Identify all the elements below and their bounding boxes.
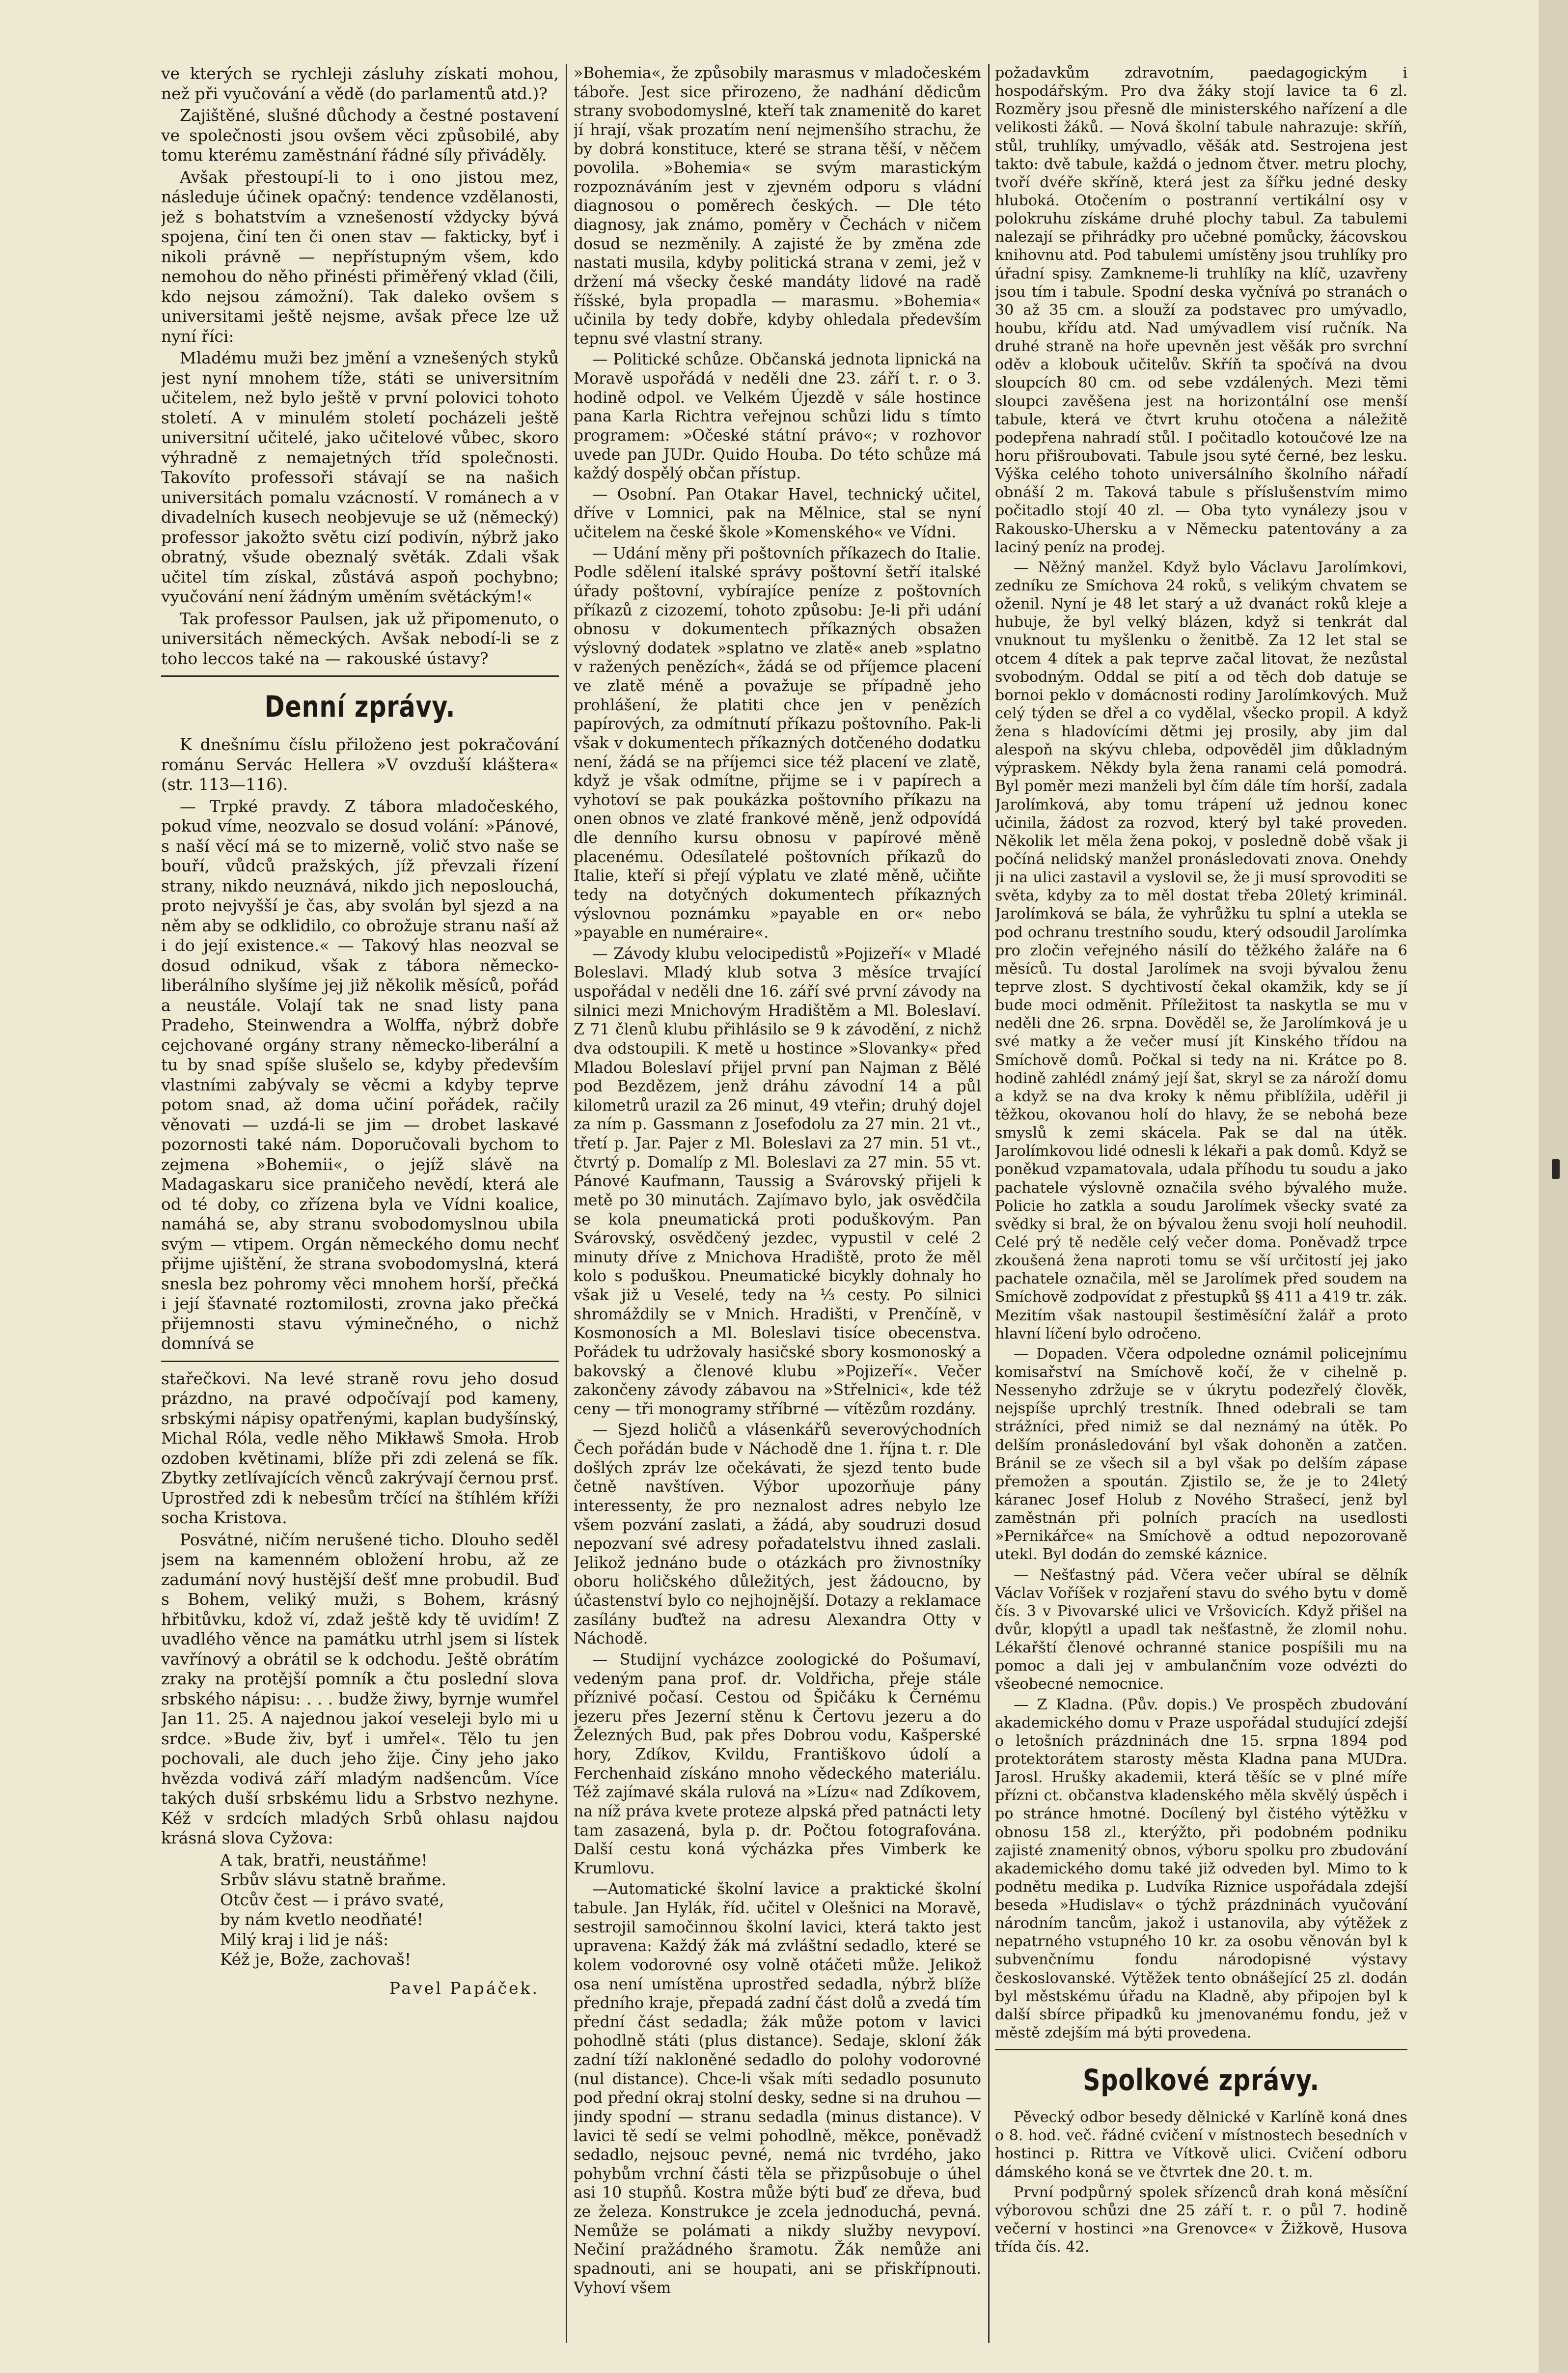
article-paragraph: — Udání měny při poštovních příkazech do Italie. Podle sdělení italské správy poštovní šetří italské úřady poštovní, vybírajíce peníze z poštovních příkazů z cizozemí, tohoto způsobu: Je-li při udání obnosu v dokumentech příkazných obsažen výslovný dodatek »splatno ve zlatě« aneb »splatno v ražených penězích«, žádá se od příjemce placení ve zlatě méně a považuje se případně jeho prohlášení, že platiti chce jen v penězích papírových, za odmítnutí příkazu poštovního. Pak-li však v dokumentech příkazných dotčeného dodatku není, žádá se na příjemci sice též placení ve zlatě, když je však odmítne, přijme se i v papírech a vyhotoví se pak poukázka poštovního příkazu na onen obnos ve zlaté frankové měně, jenž odpovídá dle denního kursu obnosu v papírové měně placenému. Odesílatelé poštovních příkazů do Italie, kteří si přejí výplatu ve zlaté měně, učiňte tedy na dotyčných dokumentech příkazných výslovnou poznámku »payable en or« nebo »payable en numéraire«. <box>574 544 981 942</box>
binding-mark <box>1552 1159 1560 1179</box>
article-paragraph: Mladému muži bez jmění a vznešených styků jest nyní mnohem tíže, státi se universitním učitelem, než bylo ještě v první polovici tohoto století. A v minulém století pocházeli ještě universitní učitelé, jako učitelové vůbec, skoro výhradně z nemajetných tříd společnosti. Takovíto professoři stávají se na našich universitách pomalu vzácností. V románech a v divadelních kusech neobjevuje se už (německý) professor jakožto světu cizí podivín, nýbrž jako obratný, všude obeznalý světák. Zdali však učitel tím získal, zůstává aspoň pochybno; vyučování není žádným uměním světáckým!« <box>161 348 559 606</box>
article-paragraph: Zajištěné, slušné důchody a čestné postavení ve společnosti jsou ovšem věci způsobilé, aby tomu kterému zaměstnání řádné síly přiváděly. <box>161 106 559 165</box>
author-signature: Pavel Papáček. <box>389 1978 539 1998</box>
poem-line: Srbův slávu statně braňme. <box>220 1870 446 1889</box>
article-paragraph: — Dopaden. Včera odpoledne oznámil policejnímu komisařství na Smíchově kočí, že v cihelně p. Nessenyho zdržuje se v úkrytu podezřelý člověk, nejspíše uprchlý trestník. Ihned odebrali se tam strážníci, před nimiž se dal neznámý na útěk. Po delším pronásledování byl však dohoněn a zatčen. Bránil se ze všech sil a byl však po delším zápase přemožen a spoután. Zjistilo se, že je to 24letý káranec Josef Holub z Nového Strašecí, jenž byl zaměstnán při polních pracích na usedlosti »Pernikářce« na Smíchově a odtud nepozorovaně utekl. Byl dodán do zemské káznice. <box>995 1345 1407 1563</box>
column-right <box>995 64 1407 2323</box>
poem-line: by nám kvetlo neodňaté! <box>220 1910 424 1929</box>
column-break-rule <box>161 1361 559 1362</box>
article-paragraph: Tak professor Paulsen, jak už připomenuto, o universitách německých. Avšak nebodí-li se z toho leccos také na — rakouské ústavy? <box>161 609 559 668</box>
article-paragraph: — Politické schůze. Občanská jednota lipnická na Moravě uspořádá v neděli dne 23. září t. r. o 3. hodině odpol. ve Velkém Újezdě v sále hostince pana Karla Richtra veřejnou schůzi lidu s tímto programem: »Očeské státní právo«; v rozhovor uvede pan JUDr. Quido Houba. Do této schůze má každý dospělý občan přístup. <box>574 351 981 483</box>
section-rule <box>995 2049 1407 2050</box>
article-paragraph: »Bohemia«, že způsobily marasmus v mladočeském táboře. Jest sice přirozeno, že nadhání dědicům strany svobodomyslné, kteří tak znamenitě do karet jí hrají, však prozatím není nejmenšího strachu, že by dobrá konstituce, které se strana těší, v něčem povolila. »Bohemia« se svým marastickým rozpoznáváním jest v zjevném odporu s vládní diagnosou o poměrech českých. — Dle této diagnosy, jak známo, poměry v Čechách v ničem dosud se nezměnily. A zajisté že by změna zde nastati musila, kdyby politická strana v zemi, jež v držení má všecky české mandáty lidové na radě říšské, byla propadla — marasmu. »Bohemia« učinila by tedy dobře, kdyby ohledala především tepnu své vlastní strany. <box>574 64 981 348</box>
article-paragraph: — Trpké pravdy. Z tábora mladočeského, pokud víme, neozvalo se dosud volání: »Pánové, s naší věcí má se to mizerně, volič stvo naše se bouří, vůdců pražských, jíž převzali řízení strany, nikdo neuznává, nikdo jich neposlouchá, proto nejvyšší je čas, aby svolán byl sjezd a na něm aby se odklidilo, co obrožuje stranu naší až i do její existence.« — Takový hlas neozval se dosud odnikud, však z tábora německo-liberálního slyšíme jej již několik měsíců, pořád a neustále. Volají tak ne snad listy pana Pradeho, Steinwendra a Wolffa, nýbrž dobře cejchované orgány strany německo-liberální a tu by snad spíše slušelo se, kdyby především vlastními zabývaly se věcmi a kdyby teprve potom snad, až doma učiní pořádek, račily věnovati — uzdá-li se jim — drobet laskavé pozornosti také nám. Doporučovali bychom to zejmena »Bohemii«, o jejíž slávě na Madagaskaru sice praničeho nevědí, která ale od té doby, co zřízena byla ve Vídni koalice, namáhá se, aby stranu svobodomyslnou ubila svým — vtipem. Orgán německého domu nechť přijme ujištění, že strana svobodomyslná, která snesla bez pohromy věci mnohem horší, přečká i její šťavnaté roztomilosti, zrovna jako přečká přijemnosti stavu výminečného, o nichž domnívá se <box>161 796 559 1353</box>
article-paragraph: — Sjezd holičů a vlásenkářů severovýchodních Čech pořádán bude v Náchodě dne 1. října t. r. Dle došlých zpráv lze očekávati, že sjezd tento bude četně navštíven. Výbor upozorňuje pány interessenty, že pro neznalost adres nebylo lze všem pozvání zaslati, a žádá, aby soudruzi dosud nepozvaní své adresy pořadatelstvu ihned zaslali. Jelikož jednáno bude o otázkách pro živnostníky oboru holičského důležitých, jest žádoucno, by účastenství bylo co nejhojnější. Dotazy a reklamace zasílány buďtež na adresu Alexandra Otty v Náchodě. <box>574 1421 981 1648</box>
poem-line: A tak, bratři, neustáňme! <box>220 1850 428 1870</box>
column-middle <box>574 64 981 2323</box>
article-paragraph: ve kterých se rychleji zásluhy získati mohou, než při vyučování a vědě (do parlamentů atd.)? <box>161 64 559 103</box>
article-paragraph: — Něžný manžel. Když bylo Václavu Jarolímkovi, zedníku ze Smíchova 24 roků, s velikým chvatem se oženil. Nyní je 48 let starý a už dvanáct roků kleje a hubuje, že byl velký blázen, když si tenkrát dal vnuknout tu myšlenku o ženitbě. Za 12 let stal se otcem 4 dítek a pak teprve začal litovat, že nezůstal svobodným. Oddal se pití a od těch dob datuje se bornoi peklo v domácnosti rodiny Jarolímkových. Muž celý týden se dřel a co vydělal, všecko propil. A když žena s hladovícími dětmi jej prosily, aby jim dal alespoň na skývu chleba, odpověděl jim důkladným výpraskem. Někdy byla žena ranami celá pomodrá. Byl poměr mezi manželi byl čím dále tím horší, zadala Jarolímková, aby tomu trápení už jednou konec učinila, žádost za rozvod, který byl také proveden. Několik let měla žena pokoj, v posledně době však ji počíná nelidský manžel pronásledovati znova. Onehdy ji na ulici zastavil a vyslovil se, že ji musí sprovoditi se světa, kdyby za to měl dostat třeba 20letý kriminál. Jarolímková se bála, že vyhrůžku tu splní a utekla se pod ochranu trestního soudu, který odsoudil Jarolímka pro zločin veřejného násilí do těžkého žaláře na 6 měsíců. Tu dostal Jarolímek na svoji bývalou ženu teprve zlost. S dychtivostí čekal okamžik, kdy se jí bude moci odměnit. Příležitost ta naskytla se mu v neděli dne 26. srpna. Dověděl se, že Jarolímková je u své matky a že večer musí jít Kinského třídou na Smíchově domů. Počkal si tedy na ni. Krátce po 8. hodině zahlédl známý její šat, skryl se za nároží domu a když se na dva kroky k němu přiblížila, uděřil ji těžkou, okovanou holí do hlavy, že se nebohá beze smyslů k zemi skácela. Pak se dal na útěk. Jarolímkovou lidé odnesli k lékaři a pak domů. Když se poněkud vzpamatovala, udala příhodu tu soudu a jako pachatele výslovně označila svého bývalého muže. Policie ho zatkla a soudu Jarolímek všecky svaté za svědky si bral, že on bývalou ženu svoji holí neuhodil. Celé prý tě neděle celý večer doma. Poněvadž trpce zkoušená žena naproti tomu se vší určitostí jej jako pachatele označila, měl se Jarolímek před soudem na Smíchově zodpovídat z přestupků §§ 411 a 419 tr. zák. Mezitím však nastoupil šestiměsíční žalář a proto hlavní líčení bylo odročeno. <box>995 558 1407 1342</box>
section-rule <box>161 675 559 677</box>
column-left <box>161 64 559 2323</box>
section-heading: Denní zprávy. <box>264 690 456 724</box>
section-heading: Spolkové zprávy. <box>1083 2063 1320 2098</box>
article-paragraph: stařečkovi. Na levé straně rovu jeho dosud prázdno, na pravé odpočívají pod kameny, srbskými nápisy opatřenými, kaplan budyšínský, Michal Róla, vedle něho Mikławš Smoła. Hrob ozdoben květinami, blíže při zdi zelená se fík. Zbytky zetlívajících věnců zakrývají černou prsť. Uprostřed zdi k nebesům trčící na štíhlém kříži socha Kristova. <box>161 1368 559 1527</box>
article-paragraph: — Závody klubu velocipedistů »Pojizeří« v Mladé Boleslavi. Mladý klub sotva 3 měsíce trvající uspořádal v neděli dne 16. září své první závody na silnici mezi Mnichovým Hradištěm a Ml. Boleslaví. Z 71 členů klubu přihlásilo se 9 k závodění, z nichž dva odstoupili. K metě u hostince »Slovanky« před Mladou Boleslaví přijel první pan Najman z Bělé pod Bezdězem, jenž dráhu závodní 14 a půl kilometrů urazil za 26 minut, 49 vteřin; druhý dojel za ním p. Gassmann z Josefodolu za 27 min. 21 vt., třetí p. Jar. Pajer z Ml. Boleslavi za 27 min. 51 vt., čtvrtý p. Domalíp z Ml. Boleslavi za 27 min. 55 vt. Pánové Kaufmann, Taussig a Svárovský přijeli k metě po 30 minutách. Zajímavo bylo, jak osvědčila se kola pneumatická proti poduškovým. Pan Svárovský, osvědčený jezdec, vypustil v celé 2 minuty dříve z Mnichova Hradiště, proto že měl kolo s poduškou. Pneumatické bicykly dohnaly ho však již u Veselé, tedy na ⅓ cesty. Po silnici shromáždily se v Mnich. Hradišti, v Prenčíně, v Kosmonosích a Ml. Boleslavi tisíce obecenstva. Pořádek tu udržovaly hasičské sbory kosmonoský a bakovský a členové klubu »Pojizeří«. Večer zakončeny závody zábavou na »Střelnici«, kde též ceny — tři monogramy stříbrné — vítězům rozdány. <box>574 945 981 1418</box>
article-paragraph: K dnešnímu číslu přiloženo jest pokračování románu Servác Hellera »V ovzduší kláštera« (str. 113—116). <box>161 735 559 794</box>
page-margin <box>1539 0 1568 2373</box>
article-paragraph: První podpůrný spolek sřízenců drah koná měsíční výborovou schůzi dne 25 září t. r. o půl 7. hodině večerní v hostinci »na Grenovce« v Žižkově, Husova třída čís. 42. <box>995 2183 1407 2256</box>
poem-line: Otcův čest — i právo svaté, <box>220 1890 444 1909</box>
poem-line: Kéž je, Bože, zachovaš! <box>220 1950 412 1969</box>
article-paragraph: — Z Kladna. (Pův. dopis.) Ve prospěch zbudování akademického domu v Praze uspořádal studující zdejší o letošních prázdninách dne 15. srpna 1894 pod protektorátem starosty města Kladna pana MUDra. Jarosl. Hrušky akademii, která těšíc se v plné míře přízni ct. občanstva kladenského měla skvělý úspěch i po stránce hmotné. Docílený byl čistého výtěžku v obnosu 158 zl., kterýžto, při podobném podniku zajisté znamenitý obnos, výboru spolku pro zbudování akademického domu také již odveden byl. Mimo to k podnětu medika p. Ludvíka Riznice uspořádala zdejší beseda »Hudislav« o týchž prázdninách vyučování národním tancům, jakož i ustanovila, aby výtěžek z nepatrného vstupného 10 kr. za osobu věnován byl k subvenčnímu fondu národopisné výstavy českoslovanské. Výtěžek tento obnášející 25 zl. dodán byl městskému úřadu na Kladně, aby připojen byl k další sbírce připadků ku jmenovanému fondu, jež v městě zdejším má býti provedena. <box>995 1696 1407 2042</box>
article-paragraph: Posvátné, ničím nerušené ticho. Dlouho seděl jsem na kamenném obložení hrobu, až ze zadumání nový hustější dešť mne probudil. Buď s Bohem, veliký muži, s Bohem, krásný hřbitůvku, kdož ví, zdaž ještě kdy tě uvidím! Z uvadlého věnce na památku utrhl jsem si lístek vavřínový a obrátil se k odchodu. Ještě obrátím zraky na protější pomník a čtu poslední slova srbského nápisu: . . . budže žiwy, byrnje wumřel Jan 11. 25. A najednou jakoí veseleji bylo mi u srdce. »Bude živ, byť i umřel«. Tělo tu jen pochovali, ale duch jeho žije. Činy jeho jako hvězda vodivá září mladým nadšencům. Více takých duší srbskému lidu a Srbstvo nezhyne. Kéž v srdcích mladých Srbů ohlasu najdou krásná slova Cyžova: <box>161 1530 559 1847</box>
article-paragraph: Avšak přestoupí-li to i ono jistou mez, následuje účinek opačný: tendence vzdělanosti, jež s bohatstvím a vznešeností vždycky bývá spojena, činí ten či onen stav — fakticky, byť i nikoli právně — nepřístupným všem, kdo nemohou do něho přinésti přiměřený vklad (čili, kdo nejsou zámožní). Tak daleko ovšem s universitami ještě nejsme, avšak přece lze už nyní říci: <box>161 167 559 346</box>
article-paragraph: — Nešťastný pád. Včera večer ubíral se dělník Václav Voříšek v rozjaření stavu do svého bytu v domě čís. 3 v Pivovarské ulici ve Vršovicích. Když přišel na dvůr, klopýtl a upadl tak nešťastně, že zlomil nohu. Lékařští členové ochranné stanice pospíšili mu na pomoc a dali jej v ambulančním voze odvézti do všeobecné nemocnice. <box>995 1566 1407 1693</box>
poem-line: Milý kraj i lid je náš: <box>220 1929 389 1949</box>
article-paragraph: požadavkům zdravotním, paedagogickým i hospodářským. Pro dva žáky stojí lavice ta 6 zl. Rozměry jsou přesně dle ministerského nařízení a dle velikosti žáků. — Nová školní tabule nahrazuje: skříň, stůl, truhlíky, umývadlo, věšák atd. Sestrojena jest takto: dvě tabule, každá o jednom čtver. metru plochy, tvoří dvéře skříně, která jest za šířku jedné desky hluboká. Otočením o postranní vertikální osy v polokruhu získáme druhé plochy tabul. Za tabulemi nalezají se přihrádky pro učebné pomůcky, žácovskou knihovnu atd. Pod tabulemi umístěny jsou truhlíky pro úřadní spisy. Zamkneme-li truhlíky na klíč, uzavřeny jsou tím i tabule. Spodní deska vyčnívá po stranách o 30 až 35 cm. a slouží za podstavec pro umývadlo, houbu, křídu atd. Nad umývadlem visí ručník. Na druhé straně na hoře upevněn jest věšák pro svrchní oděv a klobouk učitelův. Skříň ta spočívá na dvou sloupcích 80 cm. od sebe vzdálených. Mezi těmi sloupci zavěšena jest na horizontální ose menší tabule, která ve čtvrt kruhu otočena a náležitě podepřena nahradí stůl. I počitadlo kotoučové lze na horu přišroubovati. Tabule jsou syté černé, bez lesku. Výška celého tohoto universálního školního nářadí obnáší 2 m. Taková tabule s příslušenstvím mimo počitadlo stojí 40 zl. — Oba tyto vynálezy jsou v Rakousko-Uhersku a v Německu patentovány a za laciný peníz na prodej. <box>995 64 1407 556</box>
column-divider-1 <box>566 64 567 2343</box>
article-paragraph: Pěvecký odbor besedy dělnické v Karlíně koná dnes o 8. hod. več. řádné cvičení v místnostech besedních v hostinci p. Rittra ve Vítkově ulici. Cvičení odboru dámského koná se ve čtvrtek dne 20. t. m. <box>995 2109 1407 2181</box>
article-paragraph: — Studijní vycházce zoologické do Pošumaví, vedeným pana prof. dr. Voldřicha, přeje stále příznivé počasí. Cestou od Špičáku k Černému jezeru přes Jezerní stěnu k Čertovu jezeru a do Železných Bud, pak přes Dobrou vodu, Kašperské hory, Zdíkov, Kvildu, Františkovo údolí a Ferchenhaid získáno mnoho vědeckého materiálu. Též zajímavé skála rulová na »Lízu« nad Zdíkovem, na níž práva kvete proteze alpská před patnácti lety tam zasazená, byla p. dr. Počtou fotografována. Další cestu koná výcházka přes Vimberk ke Krumlovu. <box>574 1650 981 1877</box>
article-paragraph: —Automatické školní lavice a praktické školní tabule. Jan Hylák, říd. učitel v Olešnici na Moravě, sestrojil samočinnou školní lavici, která takto jest upravena: Každý žák má zvláštní sedadlo, které se kolem vodorovné osy volně otáčeti může. Jelikož osa není umístěna uprostřed sedadla, nýbrž blíže předního kraje, přepadá zadní část dolů a zvedá tím přední část sedadla; žák může potom v lavici pohodlně státi (plus distance). Sedaje, skloní žák zadní tíží nakloněné sedadlo do polohy vodorovné (nul distance). Chce-li však míti sedadlo posunuto pod přední okraj stolní desky, sedne si na druhou — jindy spodní — stranu sedadla (minus distance). V lavici tě sedí se velmi pohodlně, měkce, poněvadž sedadlo, nejsouc pevné, nemá nic tvrdého, jako pohybům vrchní části těla se přizpůsobuje o úhel asi 10 stupňů. Kostra může býti buď ze dřeva, buď ze železa. Konstrukce je zcela jednoduchá, pevná. Nemůže se polámati a nikdy služby nevypoví. Nečiní pražádného šramotu. Žák nemůže ani spadnouti, ani se houpati, ani se přiskřípnouti. Vyhoví všem <box>574 1880 981 2297</box>
article-paragraph: — Osobní. Pan Otakar Havel, technický učitel, dříve v Lomnici, pak na Mělnice, stal se nyní učitelem na české škole »Komenského« ve Vídni. <box>574 485 981 541</box>
column-divider-2 <box>988 64 990 2343</box>
